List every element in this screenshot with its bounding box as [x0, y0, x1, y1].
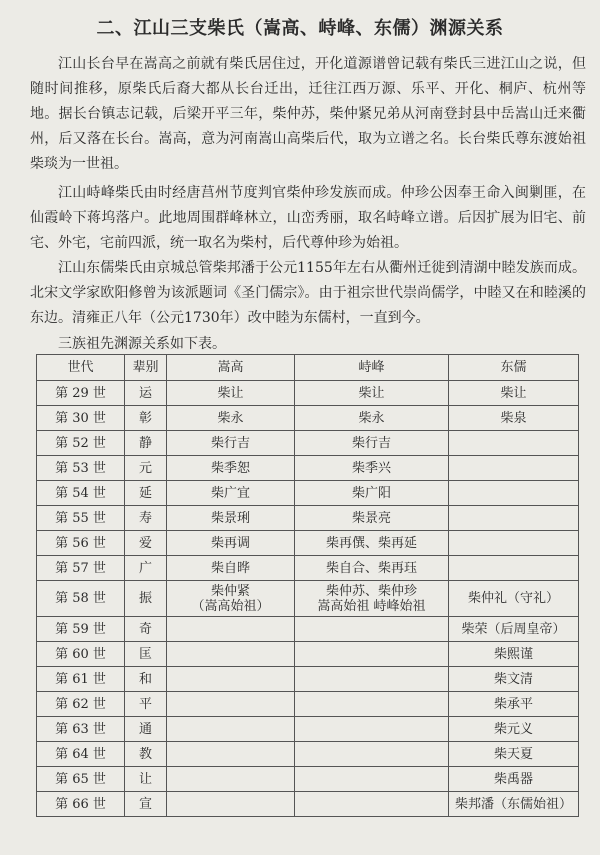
cell-rank: 静: [125, 431, 167, 456]
cell-generation: 第 53 世: [37, 456, 125, 481]
table-row: [37, 792, 579, 817]
cell-songgao: [167, 792, 295, 817]
cell-songgao: 柴行吉: [167, 431, 295, 456]
section-heading: 二、江山三支柴氏（嵩高、峙峰、东儒）渊源关系: [96, 18, 504, 39]
cell-generation: 第 54 世: [37, 481, 125, 506]
cell-generation: 第 30 世: [37, 406, 125, 431]
cell-rank: 运: [125, 381, 167, 406]
cell-jiefeng: [295, 617, 449, 642]
header-jiefeng: 峙峰: [295, 355, 449, 381]
cell-rank: 彰: [125, 406, 167, 431]
header-generation: 世代: [37, 355, 125, 381]
cell-dongru: [449, 506, 579, 531]
cell-rank: 匡: [125, 642, 167, 667]
cell-jiefeng: 柴再僎、柴再延: [295, 531, 449, 556]
cell-songgao: 柴景琍: [167, 506, 295, 531]
cell-generation: 第 59 世: [37, 617, 125, 642]
cell-jiefeng: 柴自合、柴再珏: [295, 556, 449, 581]
table-row: [37, 717, 579, 742]
cell-generation: 第 56 世: [37, 531, 125, 556]
cell-generation: 第 52 世: [37, 431, 125, 456]
header-rank: 辈别: [125, 355, 167, 381]
paragraph-jiefeng: 江山峙峰柴氏由时经唐莒州节度判官柴仲珍发族而成。仲珍公因奉王命入闽剿匪，在仙霞岭下蒋坞落户。此地周围群峰林立，山峦秀丽，取名峙峰立谱。后因扩展为旧宅、前宅、外宅，宅前四派，统一取名为柴村，后代尊仲珍为始祖。: [30, 185, 586, 251]
lineage-table: [36, 354, 579, 817]
cell-generation: 第 65 世: [37, 767, 125, 792]
paragraph-dongru: 江山东儒柴氏由京城总管柴邦潘于公元1155年左右从衢州迁徙到清湖中睦发族而成。北宋文学家欧阳修曾为该派题词《圣门儒宗》。由于祖宗世代崇尚儒学，中睦又在和睦溪的东边。清雍正八年（公元1730年）改中睦为东儒村，一直到今。: [30, 260, 586, 326]
cell-jiefeng: 柴仲苏、柴仲珍 嵩高始祖 峙峰始祖: [295, 581, 449, 617]
cell-dongru: 柴让: [449, 381, 579, 406]
cell-generation: 第 55 世: [37, 506, 125, 531]
table-row: [37, 531, 579, 556]
cell-jiefeng: [295, 742, 449, 767]
cell-dongru: 柴荣（后周皇帝）: [449, 617, 579, 642]
table-row: [37, 556, 579, 581]
cell-jiefeng: 柴广阳: [295, 481, 449, 506]
cell-rank: 爱: [125, 531, 167, 556]
cell-generation: 第 60 世: [37, 642, 125, 667]
cell-songgao: 柴永: [167, 406, 295, 431]
cell-songgao: 柴仲紧 （嵩高始祖）: [167, 581, 295, 617]
header-songgao: 嵩高: [167, 355, 295, 381]
table-row: [37, 692, 579, 717]
cell-jiefeng: [295, 717, 449, 742]
cell-jiefeng: [295, 667, 449, 692]
cell-rank: 教: [125, 742, 167, 767]
cell-dongru: [449, 481, 579, 506]
cell-rank: 通: [125, 717, 167, 742]
cell-generation: 第 29 世: [37, 381, 125, 406]
cell-dongru: [449, 531, 579, 556]
cell-jiefeng: [295, 792, 449, 817]
cell-dongru: 柴仲礼（守礼）: [449, 581, 579, 617]
table-row: [37, 431, 579, 456]
cell-songgao: 柴自晔: [167, 556, 295, 581]
cell-dongru: 柴天夏: [449, 742, 579, 767]
table-caption: 三族祖先渊源关系如下表。: [58, 336, 226, 352]
table-row: [37, 742, 579, 767]
cell-dongru: [449, 456, 579, 481]
cell-rank: 广: [125, 556, 167, 581]
cell-dongru: 柴泉: [449, 406, 579, 431]
table-row: [37, 767, 579, 792]
header-dongru: 东儒: [449, 355, 579, 381]
table-header-row: [37, 355, 579, 381]
cell-generation: 第 58 世: [37, 581, 125, 617]
table-row: [37, 642, 579, 667]
cell-jiefeng: 柴景亮: [295, 506, 449, 531]
cell-dongru: 柴文清: [449, 667, 579, 692]
cell-songgao: [167, 767, 295, 792]
cell-rank: 宣: [125, 792, 167, 817]
cell-jiefeng: 柴永: [295, 406, 449, 431]
cell-dongru: 柴元义: [449, 717, 579, 742]
table-row: [37, 667, 579, 692]
cell-dongru: 柴禹器: [449, 767, 579, 792]
cell-rank: 和: [125, 667, 167, 692]
cell-songgao: 柴让: [167, 381, 295, 406]
table-row: [37, 617, 579, 642]
table-row: [37, 481, 579, 506]
cell-songgao: [167, 692, 295, 717]
cell-rank: 延: [125, 481, 167, 506]
cell-songgao: [167, 617, 295, 642]
cell-dongru: [449, 556, 579, 581]
cell-songgao: 柴季恕: [167, 456, 295, 481]
paragraph-changtai: 江山长台早在嵩高之前就有柴氏居住过，开化道源谱曾记载有柴氏三进江山之说，但随时间推移，原柴氏后裔大都从长台迁出，迁往江西万源、乐平、开化、桐庐、杭州等地。据长台镇志记载，后梁开平三年，柴仲苏，柴仲紧兄弟从河南登封县中岳嵩山迁来衢州，后又落在长台。嵩高，意为河南嵩山高柴后代，取为立谱之名。长台柴氏尊东渡始祖柴琰为一世祖。: [30, 56, 586, 172]
cell-rank: 振: [125, 581, 167, 617]
cell-songgao: 柴再调: [167, 531, 295, 556]
cell-rank: 平: [125, 692, 167, 717]
cell-songgao: [167, 642, 295, 667]
table-row: [37, 506, 579, 531]
cell-jiefeng: 柴季兴: [295, 456, 449, 481]
cell-jiefeng: 柴让: [295, 381, 449, 406]
cell-dongru: [449, 431, 579, 456]
table-row: [37, 456, 579, 481]
cell-songgao: [167, 742, 295, 767]
cell-songgao: [167, 717, 295, 742]
table-row: [37, 381, 579, 406]
cell-generation: 第 63 世: [37, 717, 125, 742]
cell-rank: 让: [125, 767, 167, 792]
cell-jiefeng: 柴行吉: [295, 431, 449, 456]
cell-dongru: 柴邦潘（东儒始祖）: [449, 792, 579, 817]
cell-generation: 第 64 世: [37, 742, 125, 767]
cell-dongru: 柴熙谨: [449, 642, 579, 667]
cell-generation: 第 62 世: [37, 692, 125, 717]
cell-generation: 第 61 世: [37, 667, 125, 692]
cell-generation: 第 57 世: [37, 556, 125, 581]
cell-dongru: 柴承平: [449, 692, 579, 717]
cell-jiefeng: [295, 642, 449, 667]
cell-generation: 第 66 世: [37, 792, 125, 817]
table-row: [37, 406, 579, 431]
cell-rank: 元: [125, 456, 167, 481]
cell-jiefeng: [295, 692, 449, 717]
cell-rank: 寿: [125, 506, 167, 531]
cell-songgao: [167, 667, 295, 692]
cell-songgao: 柴广宜: [167, 481, 295, 506]
cell-rank: 奇: [125, 617, 167, 642]
table-row: [37, 581, 579, 617]
cell-jiefeng: [295, 767, 449, 792]
